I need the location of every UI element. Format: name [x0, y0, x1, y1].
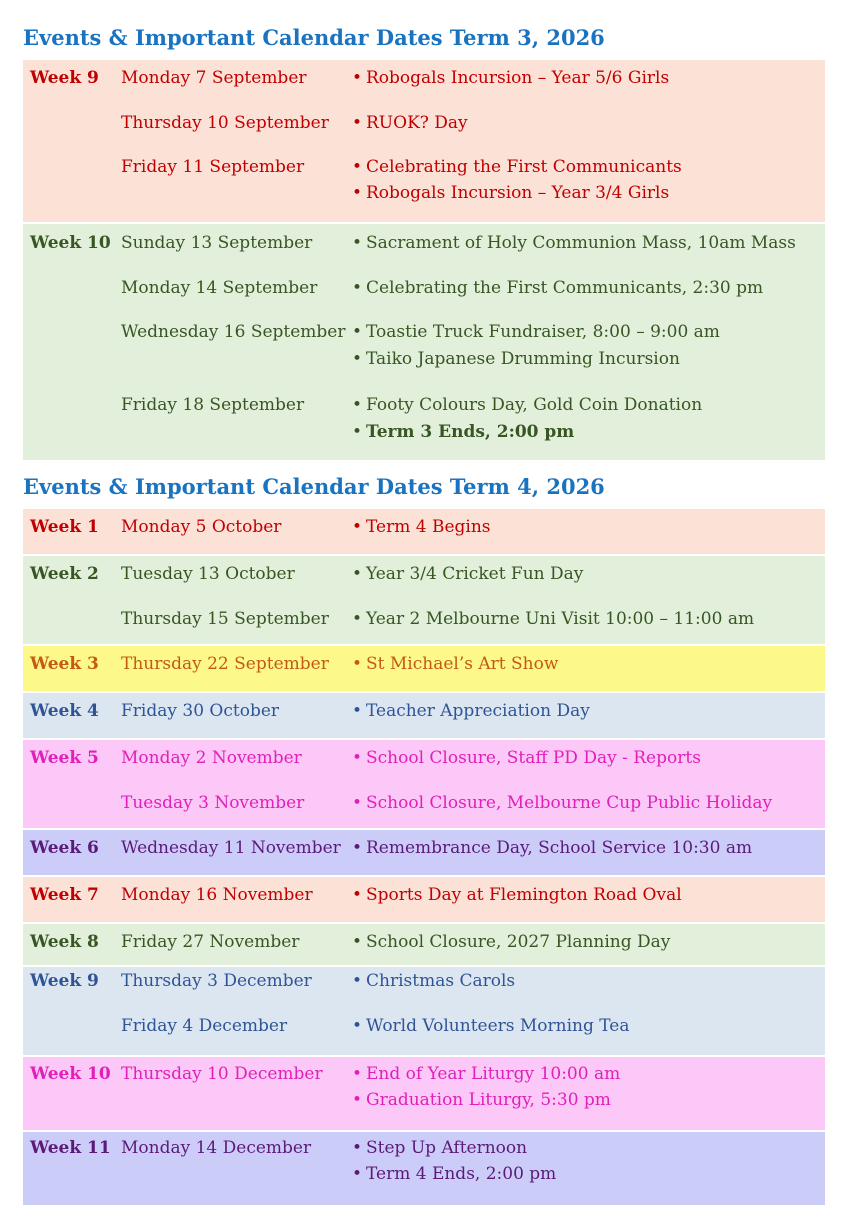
event-date: Monday 7 September — [121, 68, 307, 88]
calendar-row — [23, 230, 825, 256]
event-text: School Closure, Melbourne Cup Public Holiday — [366, 793, 773, 813]
event-text: Celebrating the First Communicants, 2:30 pm — [366, 278, 764, 298]
event-text: Term 4 Begins — [366, 517, 491, 537]
bullet-icon: • — [352, 1016, 363, 1036]
term3-heading: Events & Important Calendar Dates Term 3, 2026 — [23, 25, 605, 50]
event-text: Year 2 Melbourne Uni Visit 10:00 – 11:00 am — [366, 609, 755, 629]
calendar-row — [23, 154, 825, 180]
week-label: Week 10 — [30, 1064, 111, 1084]
event-item — [352, 419, 574, 445]
calendar-row — [23, 790, 825, 816]
calendar-row — [23, 1013, 825, 1039]
calendar-row — [23, 651, 825, 677]
event-item — [352, 1087, 611, 1113]
week-label: Week 1 — [30, 517, 99, 537]
event-text: Step Up Afternoon — [366, 1138, 528, 1158]
calendar-row — [23, 1061, 825, 1087]
calendar-row — [23, 65, 825, 91]
week-label: Week 8 — [30, 932, 99, 952]
calendar-row — [23, 968, 825, 994]
event-item — [352, 1061, 620, 1087]
bullet-icon: • — [352, 395, 363, 415]
bullet-icon: • — [352, 183, 363, 203]
calendar-row — [23, 745, 825, 771]
bullet-icon: • — [352, 157, 363, 177]
week-label: Week 10 — [30, 233, 111, 253]
event-date: Friday 4 December — [121, 1016, 288, 1036]
event-text: Sports Day at Flemington Road Oval — [366, 885, 682, 905]
week-block — [23, 556, 825, 644]
week-block — [23, 830, 825, 875]
event-text: Term 3 Ends, 2:00 pm — [366, 422, 575, 442]
event-date: Thursday 3 December — [121, 971, 312, 991]
bullet-icon: • — [352, 654, 363, 674]
event-item — [352, 929, 670, 955]
event-date: Monday 14 December — [121, 1138, 312, 1158]
week-block — [23, 224, 825, 460]
calendar-row — [23, 319, 825, 345]
bullet-icon: • — [352, 971, 363, 991]
term4-table — [23, 509, 825, 1205]
event-text: Robogals Incursion – Year 5/6 Girls — [366, 68, 670, 88]
event-date: Friday 30 October — [121, 701, 280, 721]
calendar-row-continued — [23, 419, 825, 445]
event-text: Sacrament of Holy Communion Mass, 10am Mass — [366, 233, 796, 253]
bullet-icon: • — [352, 113, 363, 133]
event-item — [352, 230, 796, 256]
bullet-icon: • — [352, 349, 363, 369]
event-item — [352, 346, 680, 372]
event-date: Monday 2 November — [121, 748, 302, 768]
event-item — [352, 319, 720, 345]
event-item — [352, 835, 752, 861]
week-label: Week 3 — [30, 654, 99, 674]
event-date: Thursday 10 December — [121, 1064, 323, 1084]
event-text: Christmas Carols — [366, 971, 516, 991]
event-text: RUOK? Day — [366, 113, 468, 133]
event-text: St Michael’s Art Show — [366, 654, 559, 674]
event-item — [352, 698, 590, 724]
event-item — [352, 65, 669, 91]
event-date: Wednesday 11 November — [121, 838, 341, 858]
bullet-icon: • — [352, 233, 363, 253]
calendar-row-continued — [23, 1087, 825, 1113]
calendar-row — [23, 606, 825, 632]
week-label: Week 11 — [30, 1138, 111, 1158]
calendar-row — [23, 561, 825, 587]
event-date: Monday 14 September — [121, 278, 318, 298]
week-label: Week 9 — [30, 971, 99, 991]
event-text: Celebrating the First Communicants — [366, 157, 682, 177]
event-item — [352, 745, 701, 771]
calendar-row — [23, 1135, 825, 1161]
bullet-icon: • — [352, 68, 363, 88]
event-text: Year 3/4 Cricket Fun Day — [366, 564, 584, 584]
bullet-icon: • — [352, 517, 363, 537]
calendar-row — [23, 392, 825, 418]
event-date: Friday 11 September — [121, 157, 305, 177]
bullet-icon: • — [352, 609, 363, 629]
week-block — [23, 967, 825, 1055]
bullet-icon: • — [352, 1138, 363, 1158]
event-date: Thursday 15 September — [121, 609, 329, 629]
event-text: Term 4 Ends, 2:00 pm — [366, 1164, 557, 1184]
event-text: School Closure, 2027 Planning Day — [366, 932, 671, 952]
event-date: Thursday 22 September — [121, 654, 329, 674]
bullet-icon: • — [352, 1090, 363, 1110]
week-label: Week 2 — [30, 564, 99, 584]
event-text: Taiko Japanese Drumming Incursion — [366, 349, 680, 369]
bullet-icon: • — [352, 701, 363, 721]
bullet-icon: • — [352, 422, 363, 442]
bullet-icon: • — [352, 1064, 363, 1084]
week-block — [23, 646, 825, 691]
bullet-icon: • — [352, 793, 363, 813]
bullet-icon: • — [352, 1164, 363, 1184]
week-block — [23, 509, 825, 554]
event-text: Toastie Truck Fundraiser, 8:00 – 9:00 am — [366, 322, 720, 342]
event-item — [352, 561, 583, 587]
event-item — [352, 110, 468, 136]
calendar-row — [23, 514, 825, 540]
event-item — [352, 606, 754, 632]
event-date: Wednesday 16 September — [121, 322, 346, 342]
event-item — [352, 514, 491, 540]
event-text: Teacher Appreciation Day — [366, 701, 590, 721]
bullet-icon: • — [352, 932, 363, 952]
event-text: Graduation Liturgy, 5:30 pm — [366, 1090, 611, 1110]
event-item — [352, 1161, 556, 1187]
event-item — [352, 1013, 630, 1039]
event-item — [352, 275, 763, 301]
week-block — [23, 924, 825, 965]
calendar-row-continued — [23, 346, 825, 372]
calendar-row — [23, 929, 825, 955]
term3-table — [23, 60, 825, 460]
week-label: Week 4 — [30, 701, 99, 721]
calendar-row — [23, 275, 825, 301]
event-text: School Closure, Staff PD Day - Reports — [366, 748, 701, 768]
bullet-icon: • — [352, 564, 363, 584]
week-label: Week 5 — [30, 748, 99, 768]
calendar-row-continued — [23, 180, 825, 206]
week-block — [23, 60, 825, 222]
event-date: Sunday 13 September — [121, 233, 313, 253]
week-block — [23, 1057, 825, 1130]
event-text: World Volunteers Morning Tea — [366, 1016, 630, 1036]
event-date: Tuesday 13 October — [121, 564, 295, 584]
calendar-row — [23, 110, 825, 136]
bullet-icon: • — [352, 322, 363, 342]
event-item — [352, 790, 772, 816]
event-item — [352, 882, 682, 908]
event-date: Monday 16 November — [121, 885, 313, 905]
bullet-icon: • — [352, 885, 363, 905]
week-label: Week 7 — [30, 885, 99, 905]
event-date: Monday 5 October — [121, 517, 282, 537]
event-text: End of Year Liturgy 10:00 am — [366, 1064, 621, 1084]
event-item — [352, 651, 558, 677]
event-item — [352, 1135, 527, 1161]
week-block — [23, 740, 825, 828]
event-date: Thursday 10 September — [121, 113, 329, 133]
calendar-row — [23, 835, 825, 861]
event-date: Friday 27 November — [121, 932, 300, 952]
event-text: Remembrance Day, School Service 10:30 am — [366, 838, 753, 858]
event-item — [352, 180, 669, 206]
week-label: Week 9 — [30, 68, 99, 88]
calendar-row — [23, 882, 825, 908]
bullet-icon: • — [352, 278, 363, 298]
event-text: Robogals Incursion – Year 3/4 Girls — [366, 183, 670, 203]
event-item — [352, 154, 682, 180]
calendar-row-continued — [23, 1161, 825, 1187]
week-label: Week 6 — [30, 838, 99, 858]
bullet-icon: • — [352, 748, 363, 768]
week-block — [23, 877, 825, 922]
term4-heading: Events & Important Calendar Dates Term 4, 2026 — [23, 474, 605, 499]
event-date: Tuesday 3 November — [121, 793, 305, 813]
week-block — [23, 693, 825, 738]
event-date: Friday 18 September — [121, 395, 305, 415]
bullet-icon: • — [352, 838, 363, 858]
event-item — [352, 392, 702, 418]
week-block — [23, 1132, 825, 1205]
event-item — [352, 968, 515, 994]
calendar-row — [23, 698, 825, 724]
event-text: Footy Colours Day, Gold Coin Donation — [366, 395, 703, 415]
